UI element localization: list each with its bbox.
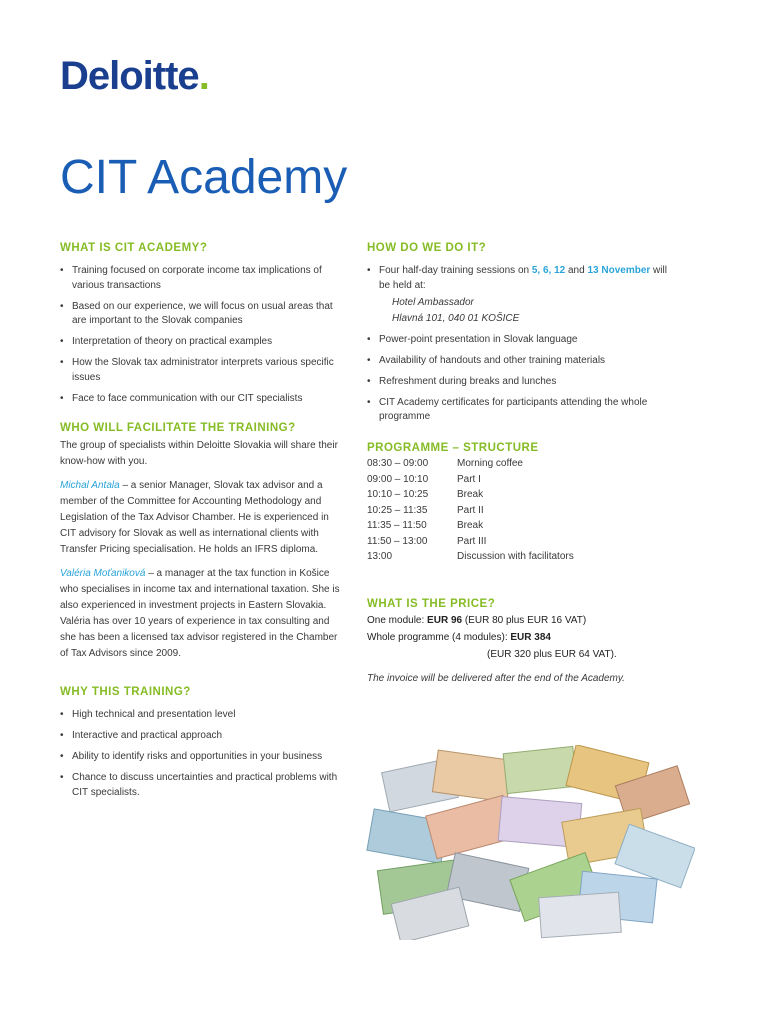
what-section xyxy=(60,242,345,413)
table-row: 10:10 – 10:25 Break xyxy=(367,489,484,500)
how-heading: HOW DO WE DO IT? xyxy=(367,242,487,254)
logo-dot: . xyxy=(198,54,209,98)
why-item: • Ability to identify risks and opportunities in your business xyxy=(60,750,350,765)
what-item: • Based on our experience, we will focus on usual areas that are important to the Slovak companies xyxy=(60,300,345,329)
why-heading: WHY THIS TRAINING? xyxy=(60,686,191,698)
price-value: EUR 384 xyxy=(510,632,551,643)
programme-table xyxy=(367,458,574,567)
what-item: • How the Slovak tax administrator interprets various specific issues xyxy=(60,356,345,385)
how-list xyxy=(367,264,667,293)
price-one-module: One module: EUR 96 (EUR 80 plus EUR 16 VAT) xyxy=(367,615,587,626)
how-section xyxy=(367,242,667,431)
invoice-note: The invoice will be delivered after the end of the Academy. xyxy=(367,673,625,684)
facilitator-name: Michal Antala xyxy=(60,480,120,491)
who-intro: The group of specialists within Deloitte Slovakia will share their know-how with you. xyxy=(60,440,338,467)
why-list xyxy=(60,708,350,800)
programme-section xyxy=(367,442,667,567)
page-title: CIT Academy xyxy=(60,151,348,204)
table-row: 13:00 Discussion with facilitators xyxy=(367,551,574,562)
facilitator-bio: Michal Antala – a senior Manager, Slovak tax advisor and a member of the Committee for Accounting Methodology and Legislation of the Tax Advisor Chamber. He is experienced in CIT advisory for Slovak as well as international clients with Transfer Pricing specialisation. He holds an IFRS diploma. xyxy=(60,480,329,555)
what-item: • Face to face communication with our CIT specialists xyxy=(60,392,345,407)
how-item-sessions: • Four half-day training sessions on 5, 6, 12 and 13 November will be held at: xyxy=(367,264,667,293)
venue-name: Hotel Ambassador xyxy=(392,296,474,308)
facilitator-bio: Valéria Moťaniková – a manager at the tax function in Košice who specialises in income tax and international taxation. She is also experienced in investment projects in Eastern Slovakia. Valéria has over 10 years of experience in tax consulting and she has been a licensed tax advisor registered in the Chamber of Tax Advisors since 2009. xyxy=(60,568,340,659)
price-whole-programme: Whole programme (4 modules): EUR 384 xyxy=(367,632,551,643)
how-item: • Availability of handouts and other training materials xyxy=(367,354,667,369)
what-item: • Training focused on corporate income tax implications of various transactions xyxy=(60,264,345,293)
how-item: • CIT Academy certificates for participants attending the whole programme xyxy=(367,396,667,425)
venue-street: Hlavná 101, 040 01 KOŠICE xyxy=(392,312,520,324)
programme-heading: PROGRAMME – STRUCTURE xyxy=(367,442,539,454)
price-heading: WHAT IS THE PRICE? xyxy=(367,598,496,610)
how-list-rest xyxy=(367,333,667,425)
deloitte-logo xyxy=(60,54,209,99)
price-value: EUR 96 xyxy=(427,615,463,626)
who-section xyxy=(60,422,345,662)
session-month: 13 November xyxy=(587,265,651,276)
logo-text: Deloitte xyxy=(60,54,199,98)
what-item: • Interpretation of theory on practical examples xyxy=(60,335,345,350)
table-row: 10:25 – 11:35 Part II xyxy=(367,504,484,516)
euro-banknotes-icon xyxy=(365,745,695,940)
why-item: • Chance to discuss uncertainties and practical problems with CIT specialists. xyxy=(60,771,350,800)
facilitator-name: Valéria Moťaniková xyxy=(60,568,146,579)
what-list xyxy=(60,264,345,406)
why-item: • Interactive and practical approach xyxy=(60,729,350,744)
why-item: • High technical and presentation level xyxy=(60,708,350,723)
table-row: 11:50 – 13:00 Part III xyxy=(367,535,487,547)
price-section xyxy=(367,598,687,684)
price-whole-vat: (EUR 320 plus EUR 64 VAT). xyxy=(487,649,617,660)
table-row: 11:35 – 11:50 Break xyxy=(367,520,484,531)
session-dates: 5, 6, 12 xyxy=(531,265,566,276)
what-heading: WHAT IS CIT ACADEMY? xyxy=(60,242,208,254)
how-item: • Power-point presentation in Slovak language xyxy=(367,333,667,348)
venue-address xyxy=(367,295,667,327)
table-row: 08:30 – 09:00 Morning coffee xyxy=(367,458,523,469)
how-item: • Refreshment during breaks and lunches xyxy=(367,375,667,390)
why-section xyxy=(60,686,350,807)
table-row: 09:00 – 10:10 Part I xyxy=(367,473,481,485)
who-heading: WHO WILL FACILITATE THE TRAINING? xyxy=(60,422,296,434)
